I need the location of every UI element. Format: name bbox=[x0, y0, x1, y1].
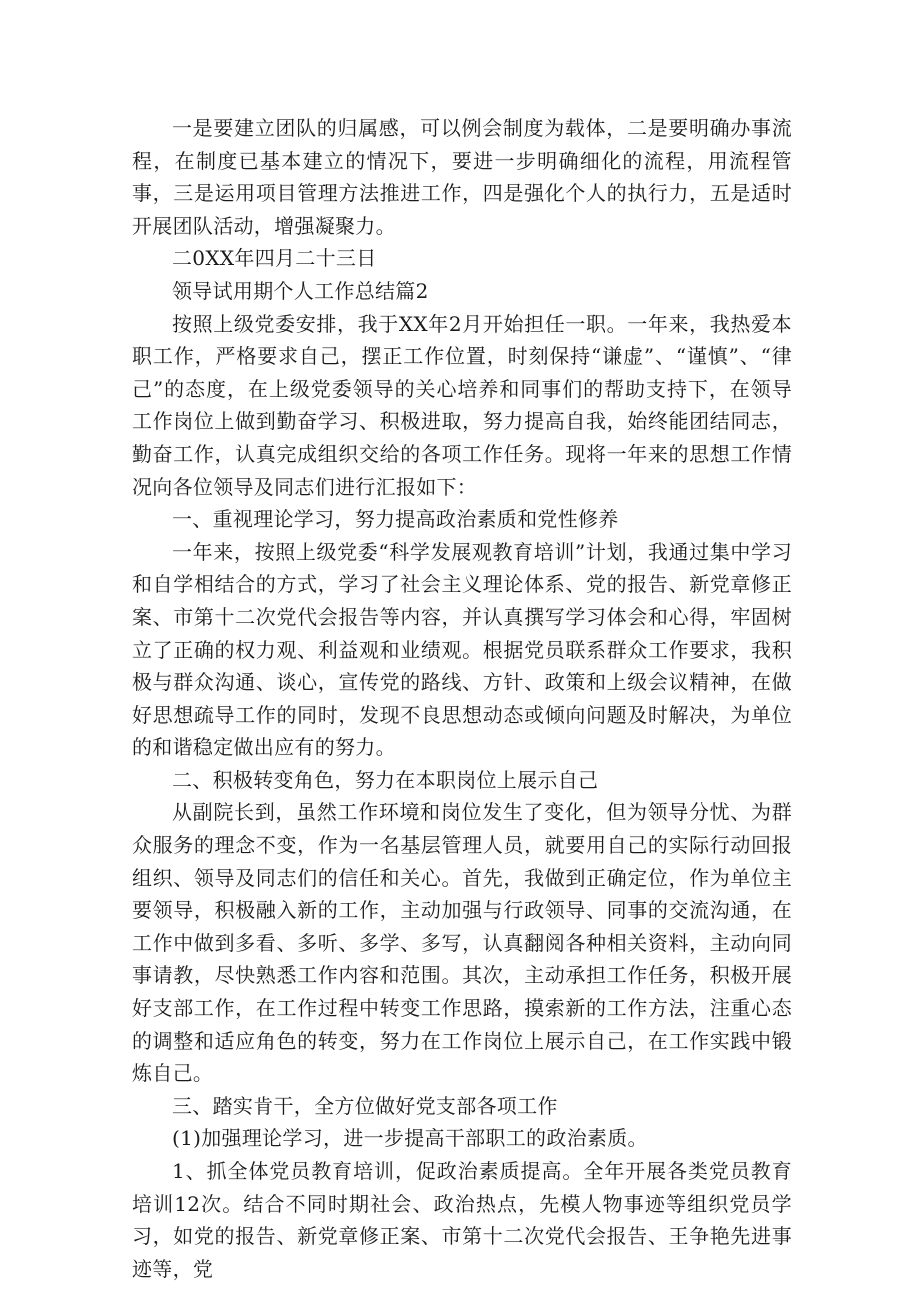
paragraph-theory-study: 一年来，按照上级党委“科学发展观教育培训”计划，我通过集中学习和自学相结合的方式，学习了社会主义理论体系、党的报告、新党章修正案、市第十二次党代会报告等内容，并认真撰写学习体会和心得，牢固树立了正确的权力观、利益观和业绩观。根据党员联系群众工作要求，我积极与群众沟通、谈心，宣传党的路线、方针、政策和上级会议精神，在做好思想疏导工作的同时，发现不良思想动态或倾向问题及时解决，为单位的和谐稳定做出应有的努力。 bbox=[132, 539, 792, 760]
section-title: 领导试用期个人工作总结篇2 bbox=[172, 278, 429, 303]
paragraph-member-training: 1、抓全体党员教育培训，促政治素质提高。全年开展各类党员教育培训12次。结合不同时期社会、政治热点，先模人物事迹等组织党员学习，如党的报告、新党章修正案、市第十二次党代会报告、王争艳先进事迹等，党 bbox=[132, 1159, 792, 1281]
paragraph-role-change: 从副院长到，虽然工作环境和岗位发生了变化，但为领导分忧、为群众服务的理念不变，作为一名基层管理人员，就要用自己的实际行动回报组织、领导及同志们的信任和关心。首先，我做到正确定位，作为单位主要领导，积极融入新的工作，主动加强与行政领导、同事的交流沟通，在工作中做到多看、多听、多学、多写，认真翻阅各种相关资料，主动向同事请教，尽快熟悉工作内容和范围。其次，主动承担工作任务，积极开展好支部工作，在工作过程中转变工作思路，摸索新的工作方法，注重心态的调整和适应角色的转变，努力在工作岗位上展示自己，在工作实践中锻炼自己。 bbox=[132, 800, 792, 1086]
document-body bbox=[132, 112, 792, 1285]
paragraph-date: 二0XX年四月二十三日 bbox=[172, 246, 377, 271]
heading-party-work: 三、踏实肯干，全方位做好党支部各项工作 bbox=[172, 1093, 558, 1118]
subheading-theory-learning: (1)加强理论学习，进一步提高干部职工的政治素质。 bbox=[172, 1126, 648, 1151]
heading-theory-study: 一、重视理论学习，努力提高政治素质和党性修养 bbox=[172, 507, 619, 532]
heading-role-change: 二、积极转变角色，努力在本职岗位上展示自己 bbox=[172, 767, 599, 792]
paragraph-team-building: 一是要建立团队的归属感，可以例会制度为载体，二是要明确办事流程，在制度已基本建立的情况下，要进一步明确细化的流程，用流程管事，三是运用项目管理方法推进工作，四是强化个人的执行力，五是适时开展团队活动，增强凝聚力。 bbox=[132, 116, 792, 238]
paragraph-introduction: 按照上级党委安排，我于XX年2月开始担任一职。一年来，我热爱本职工作，严格要求自己，摆正工作位置，时刻保持“谦虚”、“谨慎”、“律己”的态度，在上级党委领导的关心培养和同事们的帮助支持下，在领导工作岗位上做到勤奋学习、积极进取，努力提高自我，始终能团结同志，勤奋工作，认真完成组织交给的各项工作任务。现将一年来的思想工作情况向各位领导及同志们进行汇报如下： bbox=[132, 311, 792, 499]
